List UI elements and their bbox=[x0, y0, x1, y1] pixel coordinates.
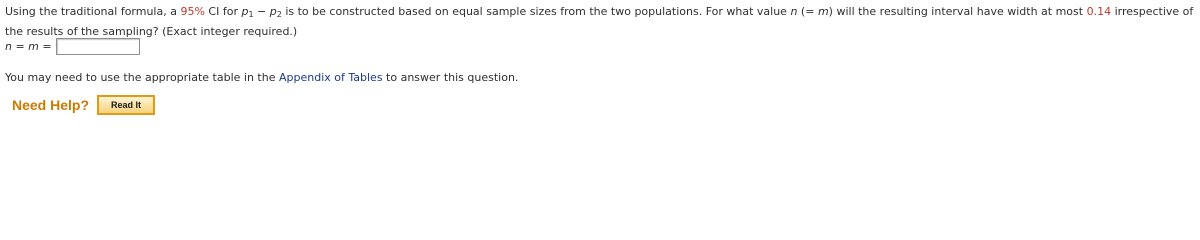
minus-sign: − bbox=[253, 5, 270, 18]
answer-input[interactable] bbox=[56, 38, 140, 55]
question-part-6: irrespective of the results of the sampling? (Exact integer required.) bbox=[5, 5, 1194, 38]
answer-label: n = m = bbox=[5, 39, 52, 53]
question-part-1: Using the traditional formula, a bbox=[5, 5, 181, 18]
appendix-of-tables-link[interactable]: Appendix of Tables bbox=[279, 71, 383, 84]
question-part-3: is to be constructed based on equal sample sizes from the two populations. For what value bbox=[281, 5, 791, 18]
question-part-5: ) will the resulting interval have width at most bbox=[828, 5, 1087, 18]
question-part-2: CI for bbox=[204, 5, 242, 18]
table-note-before: You may need to use the appropriate table in the bbox=[5, 71, 279, 84]
width-value: 0.14 bbox=[1086, 5, 1112, 18]
p2-symbol: p bbox=[269, 5, 277, 18]
n-symbol: n bbox=[790, 5, 798, 18]
read-it-button[interactable]: Read It bbox=[97, 95, 155, 115]
question-part-4: (= bbox=[797, 5, 818, 18]
table-note-after: to answer this question. bbox=[382, 71, 519, 84]
need-help-label: Need Help? bbox=[12, 97, 90, 113]
help-row bbox=[12, 94, 155, 116]
table-note bbox=[5, 70, 518, 86]
p1-symbol: p bbox=[241, 5, 249, 18]
answer-row bbox=[5, 37, 140, 55]
p1-subscript: 1 bbox=[248, 10, 254, 19]
m-symbol: m bbox=[817, 5, 829, 18]
question-text bbox=[5, 2, 1195, 42]
p2-subscript: 2 bbox=[276, 10, 282, 19]
ci-percent: 95% bbox=[180, 5, 205, 18]
